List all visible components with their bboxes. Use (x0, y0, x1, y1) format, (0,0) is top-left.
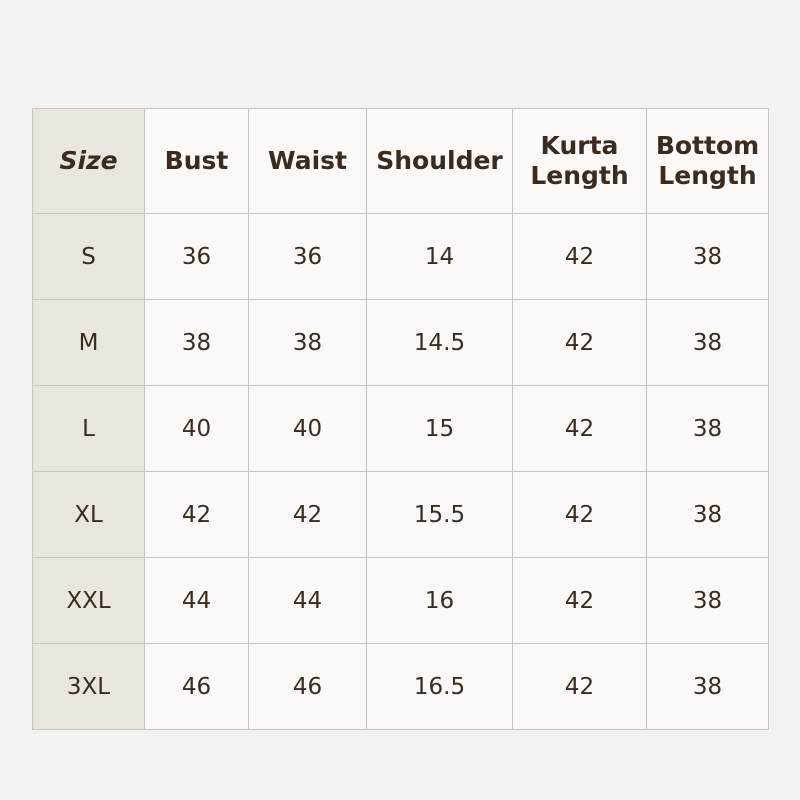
column-header-kurta-length-line2: Length (530, 161, 629, 190)
cell-bottom-length: 38 (647, 644, 769, 730)
column-header-shoulder: Shoulder (367, 109, 513, 214)
table-row (33, 300, 769, 386)
header-row (33, 109, 769, 214)
cell-waist: 46 (249, 644, 367, 730)
table-row (33, 644, 769, 730)
cell-bust: 36 (145, 214, 249, 300)
cell-bust: 38 (145, 300, 249, 386)
column-header-kurta-length-line1: Kurta (540, 130, 619, 160)
column-header-waist: Waist (249, 109, 367, 214)
table-row (33, 472, 769, 558)
cell-bust: 40 (145, 386, 249, 472)
cell-bottom-length: 38 (647, 558, 769, 644)
cell-waist: 44 (249, 558, 367, 644)
cell-waist: 36 (249, 214, 367, 300)
cell-size: M (33, 300, 145, 386)
cell-bottom-length: 38 (647, 214, 769, 300)
cell-size: 3XL (33, 644, 145, 730)
table-row (33, 214, 769, 300)
cell-shoulder: 16 (367, 558, 513, 644)
size-chart-container (32, 108, 768, 730)
cell-bust: 42 (145, 472, 249, 558)
column-header-bottom-length-line1: Bottom (655, 130, 760, 160)
cell-bottom-length: 38 (647, 300, 769, 386)
cell-kurta-length: 42 (513, 386, 647, 472)
cell-waist: 38 (249, 300, 367, 386)
table-row (33, 386, 769, 472)
cell-shoulder: 14.5 (367, 300, 513, 386)
cell-size: XL (33, 472, 145, 558)
cell-size: XXL (33, 558, 145, 644)
column-header-size: Size (33, 109, 145, 214)
cell-kurta-length: 42 (513, 300, 647, 386)
cell-shoulder: 15 (367, 386, 513, 472)
cell-bust: 46 (145, 644, 249, 730)
cell-size: S (33, 214, 145, 300)
cell-kurta-length: 42 (513, 644, 647, 730)
cell-kurta-length: 42 (513, 214, 647, 300)
table-body (33, 214, 769, 730)
column-header-bottom-length (647, 109, 769, 214)
cell-kurta-length: 42 (513, 472, 647, 558)
cell-shoulder: 14 (367, 214, 513, 300)
cell-kurta-length: 42 (513, 558, 647, 644)
cell-shoulder: 15.5 (367, 472, 513, 558)
cell-waist: 42 (249, 472, 367, 558)
cell-size: L (33, 386, 145, 472)
size-chart-table (32, 108, 769, 730)
cell-bottom-length: 38 (647, 386, 769, 472)
column-header-bottom-length-line2: Length (658, 161, 757, 190)
cell-waist: 40 (249, 386, 367, 472)
cell-shoulder: 16.5 (367, 644, 513, 730)
column-header-kurta-length (513, 109, 647, 214)
column-header-bust: Bust (145, 109, 249, 214)
cell-bottom-length: 38 (647, 472, 769, 558)
cell-bust: 44 (145, 558, 249, 644)
table-row (33, 558, 769, 644)
table-header (33, 109, 769, 214)
